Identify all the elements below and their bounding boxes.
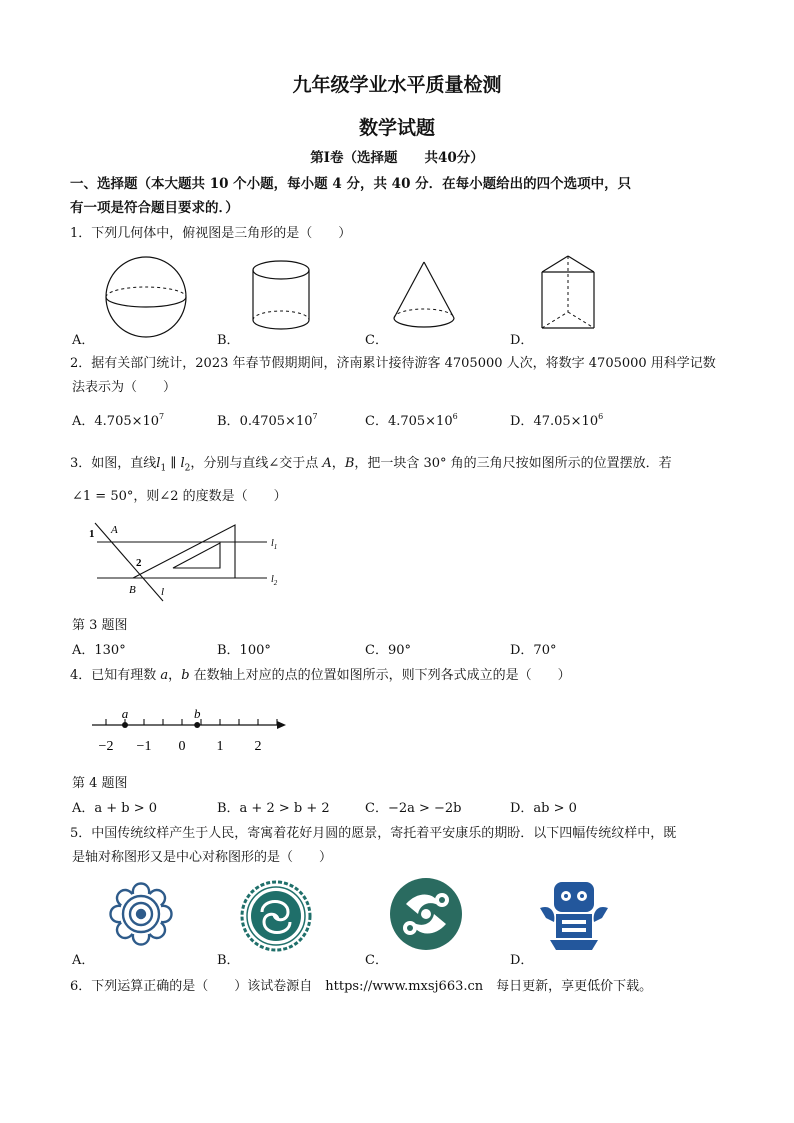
q2-stem-line1: 2．据有关部门统计，2023 年春节假期期间，济南累计接待游客 4705000 人次，将数字 4705000 用科学记数 bbox=[70, 356, 716, 371]
q3-caption: 第 3 题图 bbox=[72, 618, 128, 633]
number-line-label: 2 bbox=[254, 739, 262, 754]
q2-option-d[interactable]: D．$47.05\times 10^6$ bbox=[510, 412, 604, 429]
number-line-figure bbox=[88, 706, 293, 756]
q2-option-c[interactable]: C．$4.705\times 10^6$ bbox=[365, 412, 458, 429]
q4-stem: 4．已知有理数 a，b 在数轴上对应的点的位置如图所示，则下列各式成立的是（ ） bbox=[70, 668, 571, 683]
point-b-label: B bbox=[129, 584, 136, 596]
exam-subtitle: 数学试题 bbox=[358, 117, 435, 139]
q4-caption: 第 4 题图 bbox=[72, 776, 128, 791]
q4-option-b[interactable]: B．a + 2 > b + 2 bbox=[217, 801, 330, 816]
q3-stem-line2: ∠1 = 50°，则∠2 的度数是（ ） bbox=[72, 489, 287, 504]
q5-stem-line1: 5．中国传统纹样产生于人民，寄寓着花好月圆的愿景，寄托着平安康乐的期盼．以下四幅传统纹样中，既 bbox=[70, 826, 677, 841]
pattern-a-mandala-image bbox=[103, 876, 179, 952]
mandala-petal bbox=[114, 887, 133, 906]
number-line-point-label-b: b bbox=[193, 706, 201, 721]
angle-1-label: 1 bbox=[89, 528, 95, 540]
angle-2-label: 2 bbox=[136, 557, 142, 569]
q3-option-c[interactable]: C．90° bbox=[365, 643, 411, 658]
q6-stem: 6．下列运算正确的是（ ）该试卷源自 https://www.mxsj663.cn 每日更新，享更低价下载。 bbox=[70, 979, 653, 994]
cylinder-figure bbox=[245, 258, 325, 338]
q2-stem-line2: 法表示为（ ） bbox=[72, 380, 177, 395]
part-intro-line2: 有一项是符合题目要求的．） bbox=[70, 200, 239, 216]
q1-option-c[interactable]: C． bbox=[365, 333, 388, 348]
point-a-label: A bbox=[111, 524, 118, 536]
number-line-point-a bbox=[122, 722, 128, 728]
q3-stem-line1: 3．如图，直线$l_1$ ∥ $l_2$，分别与直线∠交于点 A，B，把一块含 30° 角的三角尺按如图所示的位置摆放．若 bbox=[70, 456, 672, 474]
q5-option-b[interactable]: B． bbox=[217, 953, 240, 968]
q1-option-b[interactable]: B． bbox=[217, 333, 240, 348]
line-l1-label: $l_1$ bbox=[271, 538, 278, 551]
q3-option-d[interactable]: D．70° bbox=[510, 643, 557, 658]
q5-stem-line2: 是轴对称图形又是中心对称图形的是（ ） bbox=[72, 850, 333, 865]
number-line-point-b bbox=[194, 722, 200, 728]
q2-option-b[interactable]: B．$0.4705\times 10^7$ bbox=[217, 412, 318, 429]
cone-figure bbox=[390, 258, 470, 338]
number-line-point-label-a: a bbox=[121, 706, 129, 721]
exam-title: 九年级学业水平质量检测 bbox=[292, 74, 502, 96]
q2-option-a[interactable]: A．$4.705\times 10^7$ bbox=[72, 412, 165, 429]
number-line-label: −1 bbox=[136, 739, 152, 754]
q3-parallel-lines-figure bbox=[85, 515, 295, 610]
q4-option-a[interactable]: A．a + b > 0 bbox=[72, 801, 158, 816]
q5-option-c[interactable]: C． bbox=[365, 953, 388, 968]
mandala-petal bbox=[133, 934, 149, 945]
sphere-figure bbox=[100, 255, 210, 337]
mandala-petal bbox=[114, 922, 133, 941]
section-heading: 第Ⅰ卷（选择题 共40分） bbox=[310, 150, 484, 166]
number-line-label: 0 bbox=[178, 739, 186, 754]
number-line-label: 1 bbox=[216, 739, 224, 754]
q5-option-a[interactable]: A． bbox=[72, 953, 95, 968]
q4-option-d[interactable]: D．ab > 0 bbox=[510, 801, 577, 816]
q3-option-b[interactable]: B．100° bbox=[217, 643, 271, 658]
mandala-petal bbox=[133, 884, 149, 895]
q3-option-a[interactable]: A．130° bbox=[72, 643, 126, 658]
q5-option-d[interactable]: D． bbox=[510, 953, 534, 968]
part-intro-line1: 一、选择题（本大题共 10 个小题，每小题 4 分，共 40 分．在每小题给出的四个选项中，只 bbox=[70, 176, 632, 192]
mandala-petal bbox=[149, 922, 168, 941]
triangular-prism-figure bbox=[538, 252, 608, 334]
q1-option-a[interactable]: A． bbox=[72, 333, 95, 348]
mandala-petal bbox=[111, 906, 122, 922]
line-l2-label: $l_2$ bbox=[271, 574, 278, 587]
q4-option-c[interactable]: C．−2a > −2b bbox=[365, 801, 462, 816]
mandala-petal bbox=[161, 906, 172, 922]
pattern-d-ornament-image bbox=[536, 878, 612, 954]
q1-stem: 1．下列几何体中，俯视图是三角形的是（ ） bbox=[70, 226, 352, 241]
pattern-c-floral-image bbox=[388, 876, 464, 952]
number-line-label: −2 bbox=[98, 739, 114, 754]
mandala-petal bbox=[149, 887, 168, 906]
line-l-label: l bbox=[161, 586, 165, 598]
q1-option-d[interactable]: D． bbox=[510, 333, 534, 348]
pattern-b-swirl-image bbox=[240, 880, 312, 952]
